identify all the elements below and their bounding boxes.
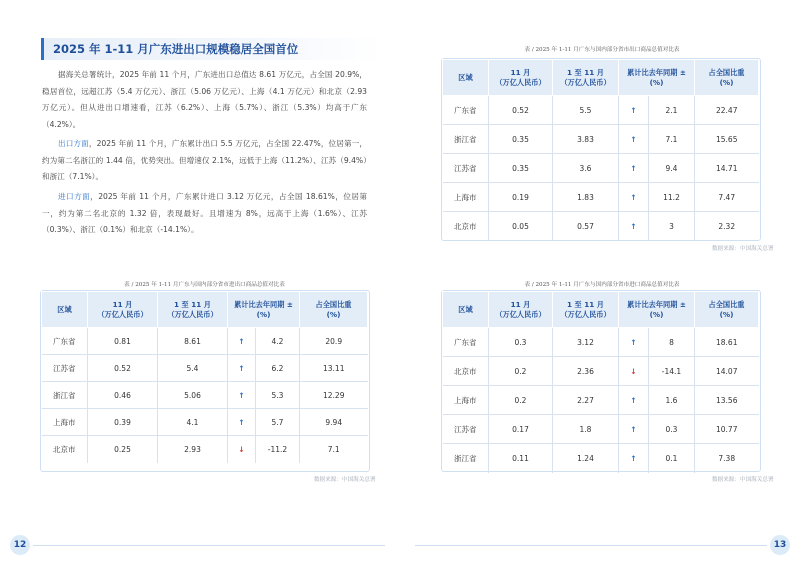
yoy-value-cell: -14.1 [649, 357, 695, 386]
region-cell: 上海市 [443, 183, 489, 212]
table-row [443, 154, 759, 183]
up-arrow-icon: ↑ [619, 96, 649, 125]
down-arrow-icon: ↓ [619, 357, 649, 386]
import-table-source: 数据来源：中国海关总署 [712, 477, 774, 483]
yoy-value-cell: 4.2 [256, 328, 300, 355]
region-cell: 上海市 [42, 409, 88, 436]
yoy-value-cell: -11.2 [256, 436, 300, 463]
share-value-cell: 14.71 [695, 154, 759, 183]
export-table-caption: 表 / 2025 年 1-11 月广东与国内部分省市出口商品总值对比表 [524, 47, 680, 53]
table-row [443, 386, 759, 415]
up-arrow-icon: ↑ [228, 409, 256, 436]
title-accent-bar [41, 38, 44, 60]
export-paragraph [42, 136, 367, 186]
nov-value-cell: 0.2 [489, 357, 553, 386]
share-value-cell: 13.11 [300, 355, 368, 382]
ytd-value-cell: 1.83 [553, 183, 619, 212]
up-arrow-icon: ↑ [228, 355, 256, 382]
up-arrow-icon: ↑ [619, 328, 649, 357]
table-row [443, 212, 759, 241]
header-share: 占全国比重 (%) [695, 292, 759, 328]
import-trade-table [442, 291, 759, 473]
import-keyword: 进口方面 [58, 192, 91, 201]
yoy-value-cell: 1.6 [649, 386, 695, 415]
table-row [42, 382, 368, 409]
up-arrow-icon: ↑ [619, 444, 649, 473]
footer-line-right [415, 545, 767, 546]
footer-line-left [33, 545, 385, 546]
share-value-cell: 15.65 [695, 125, 759, 154]
table-row [443, 357, 759, 386]
region-cell: 广东省 [42, 328, 88, 355]
region-cell: 江苏省 [42, 355, 88, 382]
region-cell: 广东省 [443, 328, 489, 357]
ytd-value-cell: 2.36 [553, 357, 619, 386]
region-cell: 北京市 [443, 357, 489, 386]
ytd-value-cell: 1.8 [553, 415, 619, 444]
down-arrow-icon: ↓ [228, 436, 256, 463]
table-row [443, 444, 759, 473]
table-header-row [443, 292, 759, 328]
header-region: 区域 [443, 292, 489, 328]
table-row [443, 96, 759, 125]
total-table-caption: 表 / 2025 年 1-11 月广东与国内部分省市进出口商品总值对比表 [124, 282, 285, 288]
ytd-value-cell: 5.06 [158, 382, 228, 409]
ytd-value-cell: 5.4 [158, 355, 228, 382]
header-region: 区域 [443, 60, 489, 96]
share-value-cell: 14.07 [695, 357, 759, 386]
page-number-right: 13 [770, 535, 790, 555]
export-table-source: 数据来源：中国海关总署 [712, 246, 774, 252]
table-row [42, 409, 368, 436]
ytd-value-cell: 5.5 [553, 96, 619, 125]
region-cell: 北京市 [53, 444, 76, 454]
nov-value-cell: 0.52 [489, 96, 553, 125]
nov-value-cell: 0.35 [489, 154, 553, 183]
region-cell: 浙江省 [443, 125, 489, 154]
export-keyword: 出口方面 [58, 139, 89, 148]
nov-value-cell: 0.17 [489, 415, 553, 444]
yoy-value-cell: 0.3 [649, 415, 695, 444]
export-text: ，2025 年前 11 个月，广东累计出口 5.5 万亿元，占全国 22.47%，位居第一，约为第二名浙江的 1.44 倍，优势突出。但增速仅 2.1%，远低于上海（11.2%）、江苏（9.4%）和浙江（7.1%）。 [42, 139, 368, 182]
share-value-cell: 12.29 [300, 382, 368, 409]
share-value-cell: 20.9 [300, 328, 368, 355]
import-paragraph [42, 189, 367, 239]
region-cell: 江苏省 [443, 415, 489, 444]
nov-value-cell: 0.39 [88, 409, 158, 436]
nov-value-cell: 0.05 [489, 212, 553, 241]
table-row [443, 415, 759, 444]
import-text: ，2025 年前 11 个月，广东累计进口 3.12 万亿元，占全国 18.61%，位居第一，约为第二名北京的 1.32 倍，表现最好。且增速为 8%，远高于上海（1.6%）、江苏（0.3%）、浙江（0.1%）和北京（-14.1%）。 [42, 192, 367, 235]
region-cell: 广东省 [443, 96, 489, 125]
table-row [443, 183, 759, 212]
import-table-caption: 表 / 2025 年 1-11 月广东与国内部分省市进口商品总值对比表 [524, 282, 680, 288]
up-arrow-icon: ↑ [619, 125, 649, 154]
ytd-value-cell: 1.24 [553, 444, 619, 473]
ytd-value-cell: 3.12 [553, 328, 619, 357]
header-ytd: 1 至 11 月 （万亿人民币） [553, 60, 619, 96]
table-header-row [42, 292, 368, 328]
share-value-cell: 10.77 [695, 415, 759, 444]
nov-value-cell: 0.11 [489, 444, 553, 473]
intro-paragraph: 据海关总署统计，2025 年前 11 个月，广东进出口总值达 8.61 万亿元，占全国 20.9%，稳居首位，远超江苏（5.4 万亿元）、浙江（5.06 万亿元）、上海（4.1 万亿元）和北京（2.93 万亿元）。但从进出口增速看，江苏（6.2%）、上海（5.7%）、浙江（5.3%）均高于广东（4.2%）。 [42, 70, 367, 130]
page-number-left: 12 [10, 535, 30, 555]
nov-value-cell: 0.52 [88, 355, 158, 382]
region-cell: 上海市 [443, 386, 489, 415]
yoy-value-cell: 7.1 [649, 125, 695, 154]
region-cell: 北京市 [454, 221, 477, 231]
header-yoy: 累计比去年同期 ± (%) [228, 292, 300, 328]
up-arrow-icon: ↑ [619, 212, 649, 241]
nov-value-cell: 0.25 [88, 436, 158, 463]
share-value-cell: 18.61 [695, 328, 759, 357]
nov-value-cell: 0.3 [489, 328, 553, 357]
header-yoy: 累计比去年同期 ± (%) [619, 60, 695, 96]
table-row [443, 328, 759, 357]
nov-value-cell: 0.2 [489, 386, 553, 415]
nov-value-cell: 0.46 [88, 382, 158, 409]
share-value-cell: 2.32 [695, 212, 759, 241]
table-row [42, 328, 368, 355]
table-row [42, 355, 368, 382]
share-value-cell: 7.38 [695, 444, 759, 473]
total-table-source: 数据来源：中国海关总署 [314, 477, 376, 483]
header-nov: 11 月 （万亿人民币） [88, 292, 158, 328]
share-value-cell: 7.1 [300, 436, 368, 463]
ytd-value-cell: 2.93 [158, 436, 228, 463]
table-row [443, 125, 759, 154]
ytd-value-cell: 3.6 [553, 154, 619, 183]
yoy-value-cell: 2.1 [649, 96, 695, 125]
header-share: 占全国比重 (%) [695, 60, 759, 96]
yoy-value-cell: 6.2 [256, 355, 300, 382]
header-region: 区域 [42, 292, 88, 328]
nov-value-cell: 0.81 [88, 328, 158, 355]
nov-value-cell: 0.35 [489, 125, 553, 154]
header-ytd: 1 至 11 月 （万亿人民币） [553, 292, 619, 328]
table-header-row [443, 60, 759, 96]
yoy-value-cell: 9.4 [649, 154, 695, 183]
right-page [400, 0, 800, 565]
up-arrow-icon: ↑ [619, 386, 649, 415]
region-cell: 江苏省 [443, 154, 489, 183]
yoy-value-cell: 5.7 [256, 409, 300, 436]
yoy-value-cell: 8 [649, 328, 695, 357]
up-arrow-icon: ↑ [619, 154, 649, 183]
share-value-cell: 22.47 [695, 96, 759, 125]
up-arrow-icon: ↑ [619, 183, 649, 212]
table-row [42, 436, 368, 463]
ytd-value-cell: 3.83 [553, 125, 619, 154]
up-arrow-icon: ↑ [228, 328, 256, 355]
header-yoy: 累计比去年同期 ± (%) [619, 292, 695, 328]
nov-value-cell: 0.19 [489, 183, 553, 212]
header-nov: 11 月 （万亿人民币） [489, 60, 553, 96]
up-arrow-icon: ↑ [228, 382, 256, 409]
region-cell: 浙江省 [454, 453, 477, 463]
region-cell: 浙江省 [42, 382, 88, 409]
header-ytd: 1 至 11 月 （万亿人民币） [158, 292, 228, 328]
ytd-value-cell: 2.27 [553, 386, 619, 415]
total-trade-table [41, 291, 368, 463]
header-nov: 11 月 （万亿人民币） [489, 292, 553, 328]
share-value-cell: 9.94 [300, 409, 368, 436]
export-trade-table [442, 59, 759, 241]
section-title: 2025 年 1-11 月广东进出口规模稳居全国首位 [53, 42, 299, 56]
up-arrow-icon: ↑ [619, 415, 649, 444]
yoy-value-cell: 3 [649, 212, 695, 241]
yoy-value-cell: 0.1 [649, 444, 695, 473]
share-value-cell: 7.47 [695, 183, 759, 212]
ytd-value-cell: 0.57 [553, 212, 619, 241]
header-share: 占全国比重 (%) [300, 292, 368, 328]
ytd-value-cell: 4.1 [158, 409, 228, 436]
yoy-value-cell: 5.3 [256, 382, 300, 409]
ytd-value-cell: 8.61 [158, 328, 228, 355]
share-value-cell: 13.56 [695, 386, 759, 415]
yoy-value-cell: 11.2 [649, 183, 695, 212]
section-title-block [41, 38, 383, 60]
